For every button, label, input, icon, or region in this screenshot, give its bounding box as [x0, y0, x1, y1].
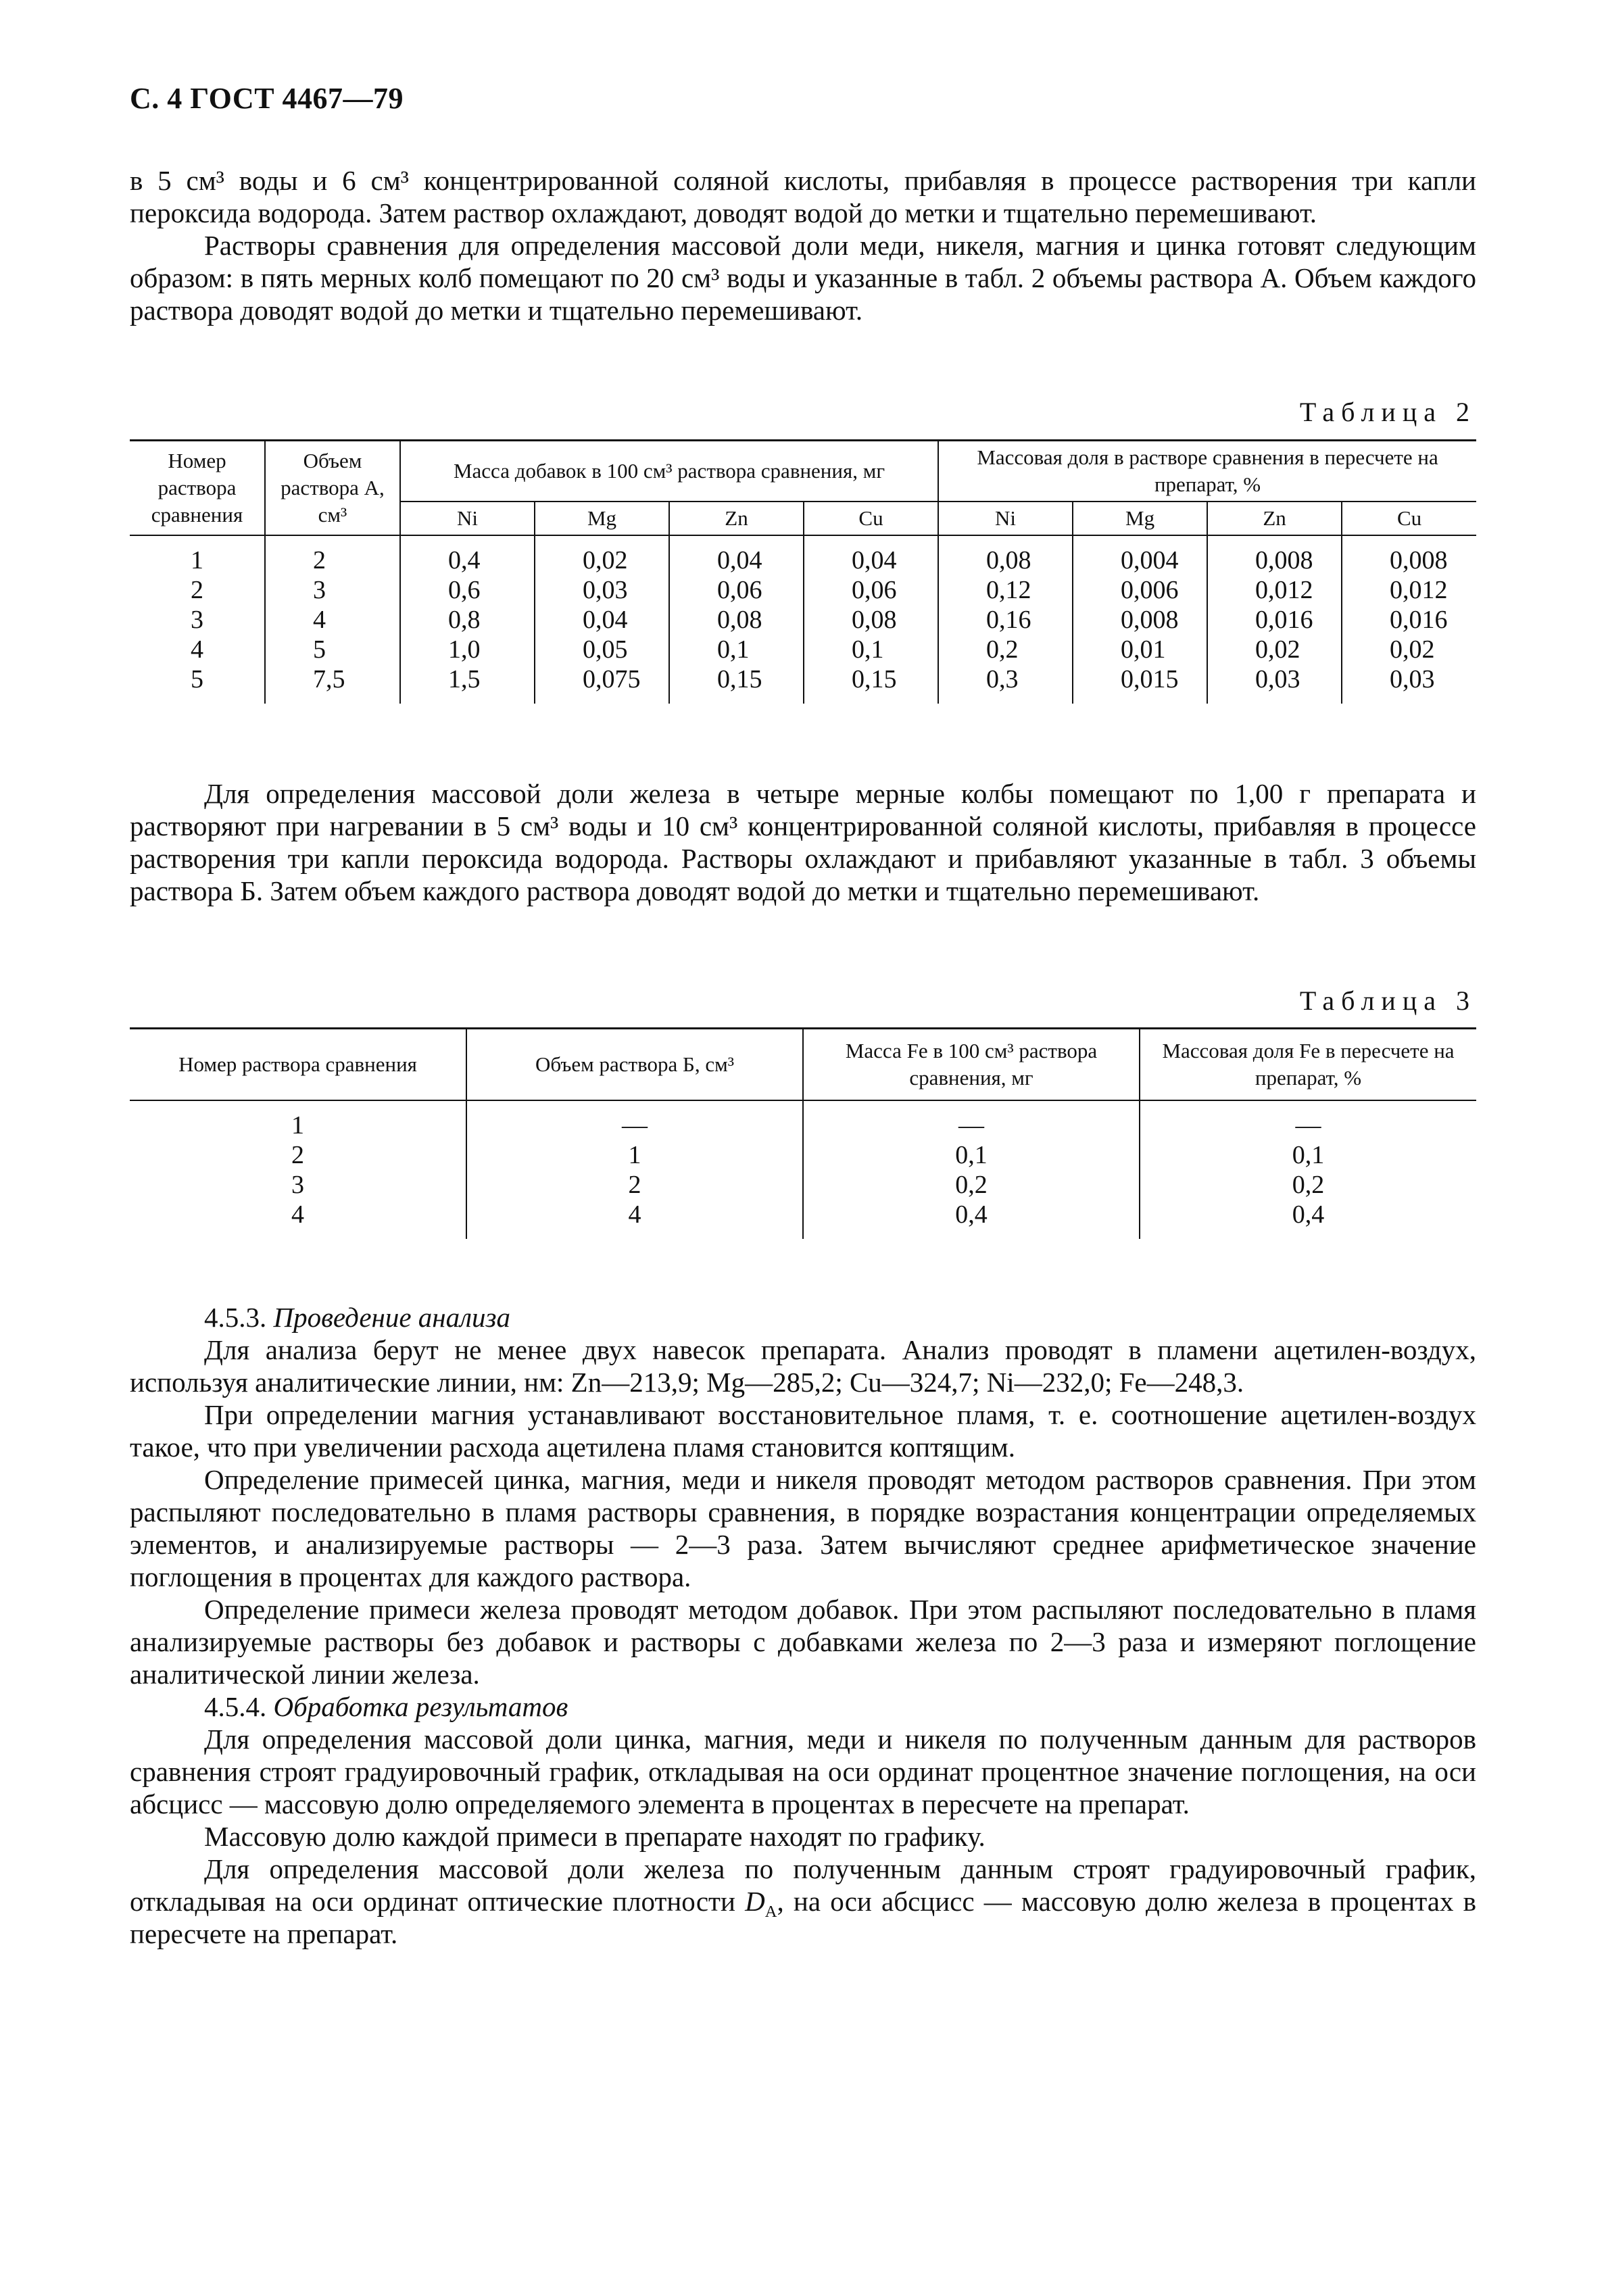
table-cell: 0,015 [1073, 664, 1207, 704]
table-cell: 0,04 [669, 535, 804, 575]
table-cell: 5 [191, 665, 203, 693]
table-row [130, 1200, 1476, 1239]
table-cell: 1,0 [400, 635, 535, 664]
table-cell: 0,2 [938, 635, 1073, 664]
section-4-5-4 [130, 1690, 1476, 1723]
table-cell: 0,4 [1140, 1200, 1476, 1239]
table2-subheader: Ni [938, 502, 1073, 535]
table-cell: 0,08 [938, 535, 1073, 575]
table-cell: 0,08 [669, 605, 804, 635]
table-cell: 0,1 [803, 1140, 1140, 1170]
text-block-2 [130, 777, 1476, 907]
table-cell: 0,03 [1207, 664, 1342, 704]
table-cell: 4 [191, 635, 203, 664]
table3-header: Объем раствора Б, см³ [466, 1029, 803, 1101]
section-title: Проведение анализа [273, 1302, 511, 1333]
table-cell: 3 [265, 575, 400, 605]
table-cell: 0,15 [804, 664, 938, 704]
text-block-3 [130, 1301, 1476, 1950]
table-cell: 0,008 [1073, 605, 1207, 635]
table2-header-fraction: Массовая доля в растворе сравнения в пересчете на препарат, % [938, 441, 1476, 502]
table-cell: 4 [291, 1200, 304, 1229]
table-cell: 0,02 [535, 535, 669, 575]
table-cell: 0,004 [1073, 535, 1207, 575]
table-cell: 3 [291, 1171, 304, 1199]
paragraph-8: Для определения массовой доли цинка, магния, меди и никеля по полученным данным для растворов сравнения строят градуировочный график, откладывая на оси ординат процентное значение поглощения, на оси абсцисс — массовую долю определяемого элемента в процентах в пересчете на препарат. [130, 1724, 1476, 1819]
table2-subheader: Cu [804, 502, 938, 535]
paragraph-3: Для определения массовой доли железа в четыре мерные колбы помещают по 1,00 г препарата и растворяют при нагревании в 5 см³ воды и 10 см³ концентрированной соляной кислоты, прибавляя в процессе растворения три капли пероксида водорода. Растворы охлаждают и прибавляют указанные в табл. 3 объемы раствора Б. Затем объем каждого раствора доводят водой до метки и тщательно перемешивают. [130, 778, 1476, 906]
table-cell: 0,06 [669, 575, 804, 605]
table-cell: 0,006 [1073, 575, 1207, 605]
table-cell: — [803, 1100, 1140, 1140]
table-cell: 0,06 [804, 575, 938, 605]
table-cell: 0,2 [1140, 1170, 1476, 1200]
table-cell: 0,02 [1342, 635, 1476, 664]
table-cell: 0,8 [400, 605, 535, 635]
table-cell: 1 [466, 1140, 803, 1170]
table2-header-mass: Масса добавок в 100 см³ раствора сравнения, мг [400, 441, 938, 502]
optical-density-symbol: D [745, 1886, 765, 1917]
table-3 [130, 1027, 1476, 1239]
table-row [130, 535, 1476, 575]
table-cell: 0,03 [535, 575, 669, 605]
table3-body [130, 1100, 1476, 1239]
table-cell: 0,1 [669, 635, 804, 664]
table2-subheader: Mg [535, 502, 669, 535]
table-cell: 0,2 [803, 1170, 1140, 1200]
paragraph-9: Массовую долю каждой примеси в препарате находят по графику. [204, 1821, 986, 1852]
table2-subheader: Ni [400, 502, 535, 535]
table2-subheader: Zn [669, 502, 804, 535]
table2-header-num: Номер раствора сравнения [130, 441, 265, 536]
table-cell: 0,012 [1342, 575, 1476, 605]
table3-header: Массовая доля Fe в пересчете на препарат, % [1140, 1029, 1476, 1101]
table-row [130, 1140, 1476, 1170]
table-row [130, 605, 1476, 635]
table-cell: 0,05 [535, 635, 669, 664]
table-cell: 0,16 [938, 605, 1073, 635]
page-header: С. 4 ГОСТ 4467—79 [130, 82, 404, 115]
table2-header-volume: Объем раствора А, см³ [265, 441, 400, 536]
table-cell: 1 [291, 1111, 304, 1140]
paragraph-6: Определение примесей цинка, магния, меди и никеля проводят методом растворов сравнения. При этом распыляют последовательно в пламя растворы сравнения, в порядке возрастания концентрации определяемых элементов, и анализируемые растворы — 2—3 раза. Затем вычисляют среднее арифметическое значение поглощения в процентах для каждого раствора. [130, 1464, 1476, 1592]
table-cell: 0,6 [400, 575, 535, 605]
table-cell: 0,1 [804, 635, 938, 664]
paragraph-2: Растворы сравнения для определения массовой доли меди, никеля, магния и цинка готовят следующим образом: в пять мерных колб помещают по 20 см³ воды и указанные в табл. 2 объемы раствора А. Объем каждого раствора доводят водой до метки и тщательно перемешивают. [130, 230, 1476, 326]
table3-header: Масса Fe в 100 см³ раствора сравнения, мг [803, 1029, 1140, 1101]
table2-body [130, 535, 1476, 704]
table-cell: 0,075 [535, 664, 669, 704]
table-cell: 0,3 [938, 664, 1073, 704]
table-cell: 0,15 [669, 664, 804, 704]
table2-subheader: Cu [1342, 502, 1476, 535]
table-row [130, 575, 1476, 605]
table-cell: — [1140, 1100, 1476, 1140]
table-cell: 2 [265, 535, 400, 575]
table-cell: 0,016 [1342, 605, 1476, 635]
section-title: Обработка результатов [273, 1691, 568, 1722]
table-cell: 3 [191, 606, 203, 634]
table-cell: 2 [291, 1141, 304, 1169]
table-row [130, 1170, 1476, 1200]
table-cell: 0,008 [1342, 535, 1476, 575]
table-cell: 0,04 [804, 535, 938, 575]
table-cell: 0,08 [804, 605, 938, 635]
table2-caption: Таблица 2 [1299, 397, 1476, 427]
table3-caption: Таблица 3 [1299, 985, 1476, 1016]
paragraph-1: в 5 см³ воды и 6 см³ концентрированной соляной кислоты, прибавляя в процессе растворения три капли пероксида водорода. Затем раствор охлаждают, доводят водой до метки и тщательно перемешивают. [130, 165, 1476, 228]
text-block-1 [130, 164, 1476, 326]
paragraph-10-part-2: , на оси абсцисс — массовую долю железа в процентах в пересчете на препарат. [130, 1886, 1476, 1949]
table-cell: 4 [265, 605, 400, 635]
table-cell: 2 [191, 576, 203, 604]
table-cell: 0,12 [938, 575, 1073, 605]
table-row [130, 664, 1476, 704]
table-cell: 2 [466, 1170, 803, 1200]
table-cell: 5 [265, 635, 400, 664]
table-cell: 7,5 [265, 664, 400, 704]
table-cell: 0,02 [1207, 635, 1342, 664]
table-cell: 0,4 [803, 1200, 1140, 1239]
table-cell: — [466, 1100, 803, 1140]
paragraph-4: Для анализа берут не менее двух навесок препарата. Анализ проводят в пламени ацетилен-воздух, используя аналитические линии, нм: Zn—213,9; Mg—285,2; Cu—324,7; Ni—232,0; Fe—248,3. [130, 1334, 1476, 1398]
table-cell: 1 [191, 546, 203, 575]
table-row [130, 1100, 1476, 1140]
table-cell: 0,03 [1342, 664, 1476, 704]
table-row [130, 635, 1476, 664]
section-4-5-3 [130, 1301, 1476, 1334]
table-cell: 0,016 [1207, 605, 1342, 635]
table-cell: 4 [466, 1200, 803, 1239]
section-number: 4.5.3. [204, 1302, 267, 1333]
table2-subheader: Zn [1207, 502, 1342, 535]
table-cell: 0,008 [1207, 535, 1342, 575]
table-cell: 0,012 [1207, 575, 1342, 605]
table3-header: Номер раствора сравнения [130, 1029, 466, 1101]
table-cell: 0,04 [535, 605, 669, 635]
table-cell: 0,1 [1140, 1140, 1476, 1170]
paragraph-10 [130, 1853, 1476, 1950]
table-cell: 0,01 [1073, 635, 1207, 664]
table-cell: 0,4 [400, 535, 535, 575]
paragraph-7: Определение примеси железа проводят методом добавок. При этом распыляют последовательно в пламя анализируемые растворы без добавок и растворы с добавками железа по 2—3 раза и измеряют поглощение аналитической линии железа. [130, 1594, 1476, 1690]
section-number: 4.5.4. [204, 1691, 267, 1722]
table2-subheader: Mg [1073, 502, 1207, 535]
table-cell: 1,5 [400, 664, 535, 704]
optical-density-subscript: A [764, 1903, 777, 1922]
table-2 [130, 439, 1476, 704]
paragraph-5: При определении магния устанавливают восстановительное пламя, т. е. соотношение ацетилен-воздух такое, что при увеличении расхода ацетилена пламя становится коптящим. [130, 1399, 1476, 1463]
paragraph-10-part-1: Для определения массовой доли железа по полученным данным строят градуировочный график, откладывая на оси ординат оптические плотности [130, 1853, 1476, 1917]
